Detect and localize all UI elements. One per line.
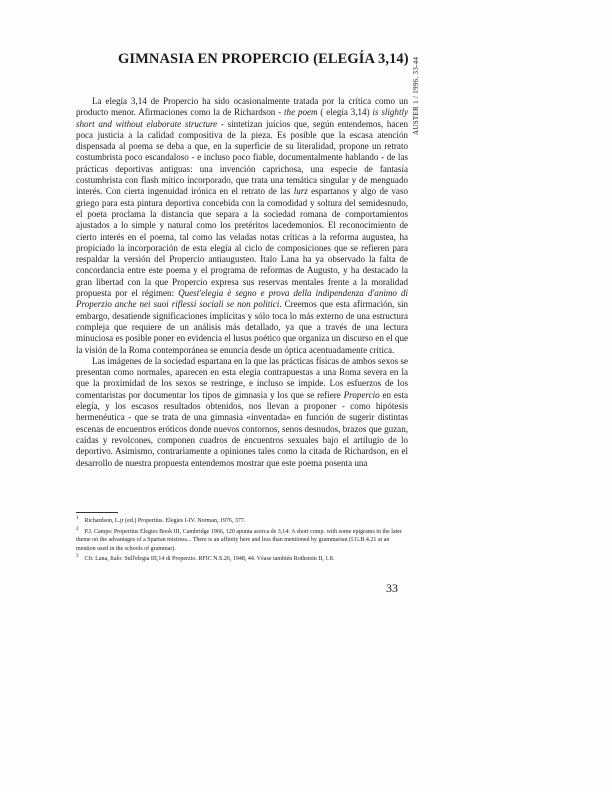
paragraph-2-text-end: en esta elegía, y los escasos resultados obtenidos, nos llevan a proponer - como hipótesis hermenéutica - que se trata de una gimnasia «inventada» en función de sugerir distintas escenas de encuentros eróticos donde nuevos contornos, senos desnudos, brazos que guzan, caídas y revolcones, componen cuadros de encuentros sexuales bajo el artilugio de lo deportivo. Asimismo, contrariamente a opiniones tales como la citada de Richardson, en el desarrollo de nuestra propuesta entendemos mostrar que este poema posenta una bbox=[76, 389, 408, 468]
footnotes bbox=[76, 515, 408, 564]
paragraph-2-text: Las imágenes de la sociedad espartana en la que las prácticas físicas de ambos sexos se presentan como normales, aparecen en esta elegía contrapuestas a una Roma severa en la que la proximidad de los sexos se restringe, e incluso se impide. Los esfuerzos de los comentaristas por documentar los tipos de gimnasia y los que se refiere bbox=[76, 355, 408, 400]
paragraph-1-text-cont2: espartanos y algo de vaso griego para esta pintura deportiva concebida con la comodidad y soltura del semidesnudo, el poeta proclama la distancia que separa a la sociedad romana de comportamientos ajustados a lo simple y natural como los pretéritos lacedemonios. El reconocimiento de cierto interés en el poema, tal como las veladas notas críticas a la reforma augustea, ha propiciado la incorporación de esta elegía al ciclo de composiciones que se refieren para respaldar la versión del Propercio antiaugusteo. Italo Lana ha ya observado la falta de concordancia entre este poema y el programa de reformas de Augusto, y ha destacado la gran libertad con la que Propercio expresa sus reservas mentales frente a la moralidad propuesta por el régimen: bbox=[76, 186, 408, 299]
footnote-3-text: Cfr. Lana, Italo: Sull'elegia III,14 di Properzio. RFIC N.S.26, 1948, 44. Véase también Rothstein II, 1.8. bbox=[84, 556, 335, 563]
quote-richardson: is slightly short and without elaborate structure bbox=[76, 107, 409, 129]
footnote-1-text: Richardson, L.jr (ed.) Propertius. Elegies I-IV. Norman, 1976, 377. bbox=[84, 518, 246, 524]
paragraph-1 bbox=[76, 96, 408, 356]
footnote-3 bbox=[76, 553, 408, 564]
paragraph-1-text: La elegía 3,14 de Propercio ha sido ocasionalmente tratada por la crítica como un producto menor. Afirmaciones como la de Richardson - bbox=[76, 96, 408, 118]
footnote-2-number: 2 bbox=[76, 526, 79, 532]
footnote-2-text: P.J. Camps: Propertius Elegies Book III, Cambridge 1966, 120 apunta acerca de 3,14: A short comp. with some epigrams in the later theme on the advantages of a Spartan mistress... There is an affinity here and less than mentioned by grammarian (I.G.B.4.21 at an mention used in the schools of grammar). bbox=[76, 528, 402, 552]
quote-lana: Quest'elegia è segno e prova della indipendenza d'animo di Properzio anche nei suoi riflessi sociali se non politici bbox=[76, 288, 408, 310]
paragraph-2 bbox=[76, 356, 408, 469]
footnote-1 bbox=[76, 515, 408, 526]
article-body bbox=[76, 96, 408, 469]
footnote-2 bbox=[76, 526, 408, 554]
paragraph-1-text-end: . Creemos que esta afirmación, sin embargo, desatiende significaciones implícitas y sólo toca lo más externo de una estructura compleja que requiere de un análisis más detallado, ya que a través de una lectura minuciosa es posible poner en evidencia el lusus poético que organiza un discurso en el que la visión de la Roma contemporánea se enuncia desde un óptica acentuadamente crítica. bbox=[76, 299, 409, 355]
journal-side-reference: AUSTER 1 / 1996, 33-44 bbox=[412, 56, 420, 135]
footnote-divider bbox=[76, 512, 118, 513]
article-title: GIMNASIA EN PROPERCIO (ELEGÍA 3,14) bbox=[118, 51, 409, 67]
author-propercio: Propercio bbox=[343, 389, 380, 400]
footnote-3-number: 3 bbox=[76, 554, 79, 560]
quote-the-poem: the poem bbox=[284, 107, 318, 118]
footnote-1-number: 1 bbox=[76, 516, 79, 521]
term-lurz: lurz bbox=[293, 186, 308, 197]
page-number: 33 bbox=[386, 581, 398, 595]
paragraph-1-text-cont: - sintetizan juicios que, según entendemos, hacen poca justicia a la calidad compositiva de la pieza. Es posible que la escasa atención dispensada al poema se deba a que, en la superficie de su literalidad, propone un retrato costumbrista poco escandaloso - e incluso poco fiable, documentalmente hablando - de las prácticas deportivas antiguas: una invención caprichosa, una especie de fantasía costumbrista con flash mítico incorporado, que trata una temática singular y de menguado interés. Con cierta ingenuidad irónica en el retrato de las bbox=[76, 118, 408, 197]
paragraph-1-ref: ( elegía 3,14) bbox=[317, 107, 373, 118]
